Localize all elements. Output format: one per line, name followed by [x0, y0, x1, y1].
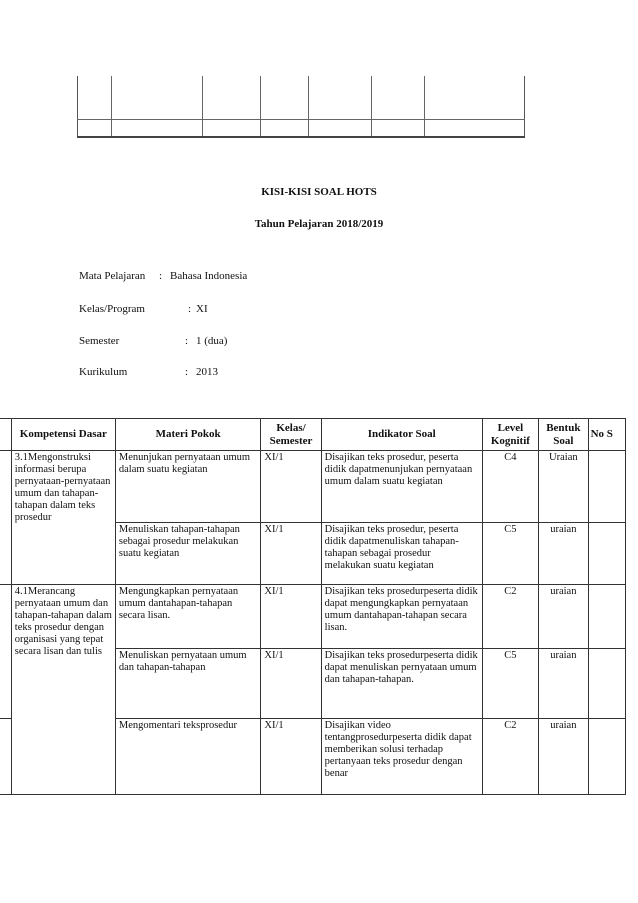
table-divider: [308, 76, 309, 138]
table-divider: [111, 76, 112, 138]
materi-cell: Mengomentari teksprosedur: [115, 719, 261, 795]
indikator-cell: Disajikan teks prosedurpeserta didik dapat mengungkapkan pernyataan umum dantahapan-tahapan secara lisan.: [321, 585, 482, 649]
top-table-border: [77, 76, 525, 138]
bentuk-cell: uraian: [539, 649, 589, 719]
top-table-fragment: [77, 76, 526, 138]
bentuk-cell: uraian: [539, 523, 589, 585]
meta-value: XI: [196, 303, 208, 315]
header-level-kognitif: Level Kognitif: [482, 419, 538, 451]
table-divider: [77, 136, 525, 138]
bentuk-cell: Uraian: [539, 451, 589, 523]
nomor-cell: [588, 649, 625, 719]
meta-colon: :: [188, 303, 192, 315]
kelas-cell: XI/1: [261, 719, 321, 795]
kisi-kisi-table: [0, 418, 626, 795]
table-row: [0, 451, 626, 523]
indikator-cell: Disajikan teks prosedur, peserta didik dapatmenuliskan tahapan-tahapan sebagai prosedur melakukan suatu kegiatan: [321, 523, 482, 585]
header-kelas-semester: Kelas/ Semester: [261, 419, 321, 451]
materi-cell: Menuliskan tahapan-tahapan sebagai prosedur melakukan suatu kegiatan: [115, 523, 261, 585]
meta-label: Kelas/Program: [79, 303, 145, 315]
level-cell: C2: [482, 585, 538, 649]
level-cell: C2: [482, 719, 538, 795]
table-divider: [77, 119, 525, 120]
table-divider: [202, 76, 203, 138]
materi-cell: Menuliskan pernyataan umum dan tahapan-tahapan: [115, 649, 261, 719]
header-blank: [0, 419, 11, 451]
header-bentuk-soal: Bentuk Soal: [539, 419, 589, 451]
meta-colon: :: [185, 335, 189, 347]
meta-label: Kurikulum: [79, 366, 128, 378]
nomor-cell: [588, 719, 625, 795]
table-header-row: [0, 419, 626, 451]
header-indikator-soal: Indikator Soal: [321, 419, 482, 451]
kelas-cell: XI/1: [261, 451, 321, 523]
level-cell: C5: [482, 649, 538, 719]
level-cell: C4: [482, 451, 538, 523]
table-row: [0, 585, 626, 649]
header-kompetensi-dasar: Kompetensi Dasar: [11, 419, 115, 451]
kd-cell: 4.1Merancang pernyataan umum dan tahapan-tahapan dalam teks prosedur dengan organisasi yang tepat secara lisan dan tulis: [11, 585, 115, 795]
meta-value: 2013: [196, 366, 218, 378]
indikator-cell: Disajikan teks prosedurpeserta didik dapat menuliskan pernyataan umum dan tahapan-tahapan.: [321, 649, 482, 719]
page-subtitle: Tahun Pelajaran 2018/2019: [254, 218, 384, 230]
nomor-cell: [588, 523, 625, 585]
row-blank-cell: [0, 585, 11, 719]
level-cell: C5: [482, 523, 538, 585]
header-materi-pokok: Materi Pokok: [115, 419, 261, 451]
row-blank-cell: [0, 451, 11, 585]
meta-value: 1 (dua): [196, 335, 228, 347]
indikator-cell: Disajikan video tentangprosedurpeserta didik dapat memberikan solusi terhadap pertanyaan teks prosedur dengan benar: [321, 719, 482, 795]
nomor-cell: [588, 451, 625, 523]
indikator-cell: Disajikan teks prosedur, peserta didik dapatmenunjukan pernyataan umum dalam suatu kegiatan: [321, 451, 482, 523]
meta-colon: :: [185, 366, 189, 378]
table-divider: [424, 76, 425, 138]
nomor-cell: [588, 585, 625, 649]
materi-cell: Mengungkapkan pernyataan umum dantahapan-tahapan secara lisan.: [115, 585, 261, 649]
meta-label: Semester: [79, 335, 120, 347]
meta-value: Bahasa Indonesia: [170, 270, 248, 282]
kd-cell: 3.1Mengonstruksi informasi berupa pernyataan-pernyataan umum dan tahapan-tahapan dalam teks prosedur: [11, 451, 115, 585]
kelas-cell: XI/1: [261, 523, 321, 585]
kelas-cell: XI/1: [261, 649, 321, 719]
table-divider: [260, 76, 261, 138]
materi-cell: Menunjukan pernyataan umum dalam suatu kegiatan: [115, 451, 261, 523]
header-nomor-soal: No S: [588, 419, 625, 451]
kelas-cell: XI/1: [261, 585, 321, 649]
bentuk-cell: uraian: [539, 585, 589, 649]
table-divider: [371, 76, 372, 138]
meta-colon: :: [159, 270, 163, 282]
bentuk-cell: uraian: [539, 719, 589, 795]
row-blank-cell: [0, 719, 11, 795]
page-title: KISI-KISI SOAL HOTS: [261, 186, 377, 198]
meta-label: Mata Pelajaran: [79, 270, 146, 282]
